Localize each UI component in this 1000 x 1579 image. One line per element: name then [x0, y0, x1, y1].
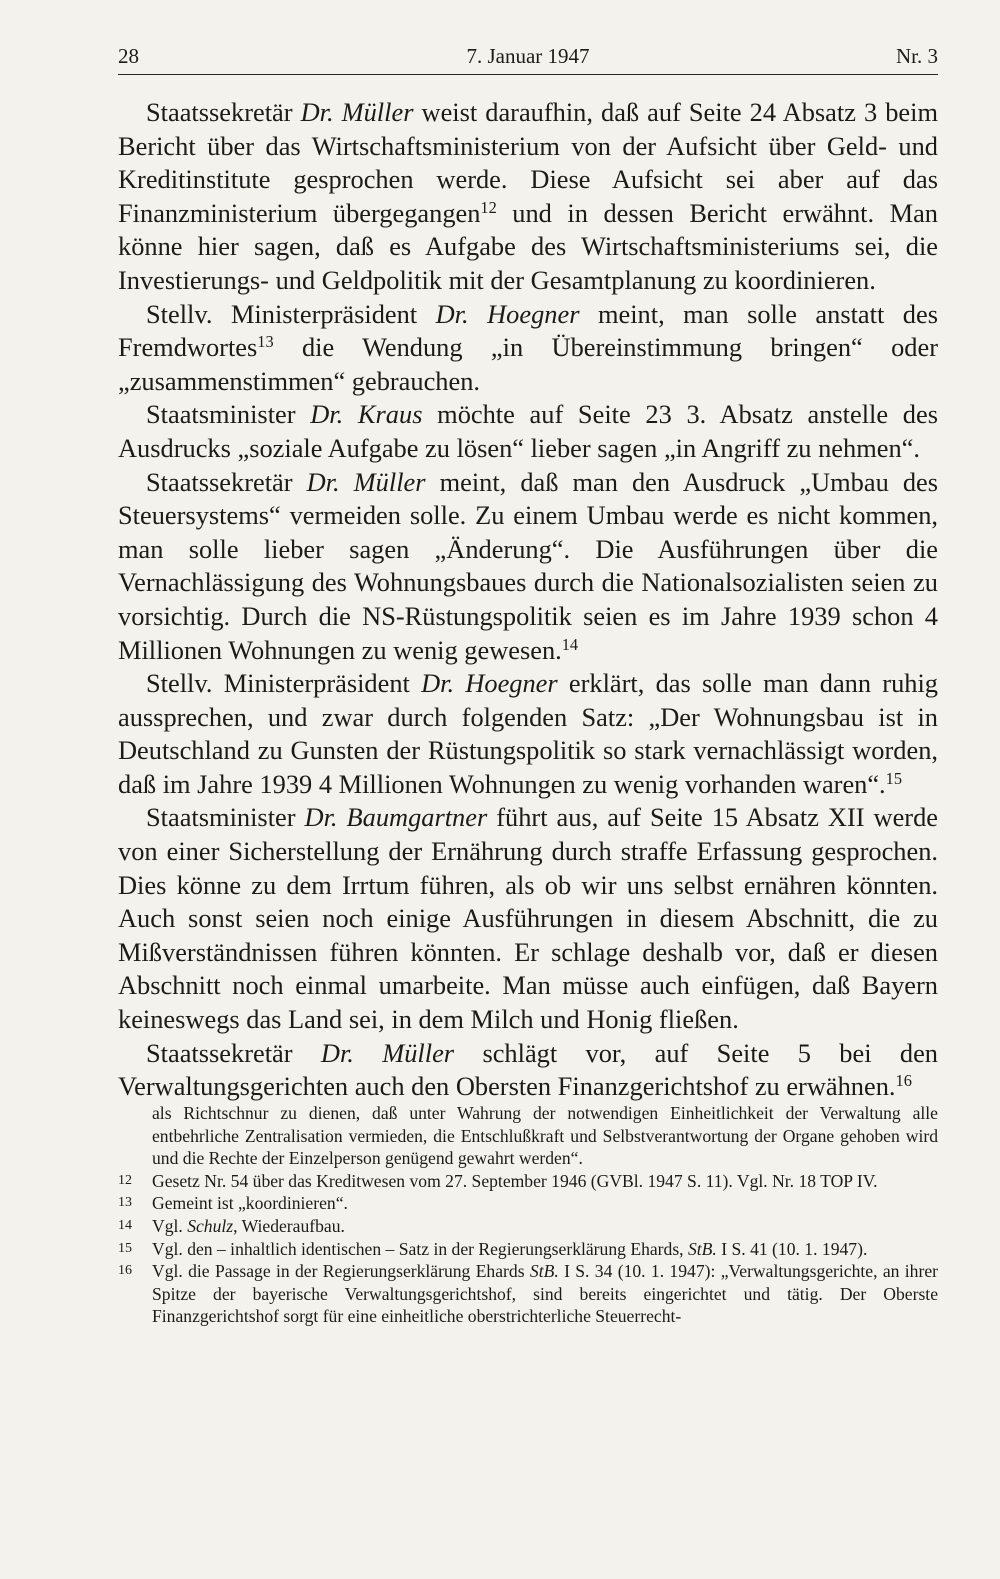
page-number: 28: [118, 44, 139, 68]
text-run: Stellv. Ministerpräsident: [146, 298, 436, 329]
text-run: meint, daß man den Ausdruck „Umbau des Steuersystems“ vermeiden solle. Zu einem Umbau werde es nicht kommen, man solle lieber sagen „Änderung“. Die Ausführungen über die Vernachlässigung des Wohnungsbaues durch die Nationalsozialisten seien zu vorsichtig. Durch die NS-Rüstungspolitik seien es im Jahre 1939 schon 4 Millionen Wohnungen zu wenig gewesen.: [118, 466, 938, 665]
footnote: [118, 1215, 938, 1238]
footnote-ref: 15: [885, 768, 903, 788]
footnote: [118, 1170, 938, 1193]
paragraph: [118, 667, 938, 801]
speaker-name: Dr. Baumgartner: [304, 802, 488, 833]
text-run: Gesetz Nr. 54 über das Kreditwesen vom 27. September 1946 (GVBl. 1947 S. 11). Vgl. Nr. 18 TOP IV.: [152, 1170, 878, 1191]
footnote-ref: 12: [480, 197, 497, 217]
text-run: Stellv. Ministerpräsident: [146, 668, 422, 699]
paragraph: [118, 466, 938, 668]
speaker-name: StB.: [529, 1261, 559, 1282]
footnote: [118, 1238, 938, 1261]
header-date: 7. Januar 1947: [466, 44, 590, 68]
footnote-number: 16: [118, 1263, 132, 1279]
footnotes: [118, 1102, 938, 1328]
speaker-name: Dr. Müller: [306, 466, 426, 497]
paragraph: [118, 298, 938, 399]
text-run: führt aus, auf Seite 15 Absatz XII werde von einer Sicherstellung der Ernährung durch straffe Erfassung gesprochen. Dies könne zu dem Irrtum führen, als ob wir uns selbst ernähren könnten. Auch sonst seien noch einige Ausführungen in diesem Abschnitt, die zu Mißverständnissen führen könnten. Er schlage deshalb vor, daß er diesen Abschnitt noch einmal umarbeite. Man müsse auch einfügen, daß Bayern keineswegs das Land sei, in dem Milch und Honig fließen.: [118, 802, 938, 1035]
speaker-name: Dr. Hoegner: [421, 668, 558, 699]
footnote-list: [118, 1170, 938, 1328]
text-run: Staatssekretär: [146, 97, 301, 127]
text-run: Staatssekretär: [146, 466, 307, 497]
text-run: Staatsminister: [146, 802, 305, 833]
text-run: erklärt, das solle man dann ruhig aussprechen, und zwar durch folgenden Satz: „Der Wohnungsbau ist in Deutschland zu Gunsten der Rüstungspolitik so stark vernachlässigt worden, daß im Jahre 1939 4 Millionen Wohnungen zu wenig vorhanden waren“.: [118, 668, 938, 799]
footnote: [118, 1192, 938, 1215]
speaker-name: Dr. Kraus: [310, 399, 423, 430]
issue-number: Nr. 3: [896, 44, 938, 68]
speaker-name: Schulz: [187, 1215, 234, 1236]
footnote-ref: 13: [257, 332, 274, 352]
speaker-name: Dr. Hoegner: [435, 298, 580, 329]
text-run: die Wendung „in Übereinstimmung bringen“ oder „zusammenstimmen“ gebrauchen.: [118, 332, 938, 396]
text-run: schlägt vor, auf Seite 5 bei den Verwaltungsgerichten auch den Obersten Finanzgerichtshof zu erwähnen.: [118, 1037, 938, 1102]
footnote-continuation: als Richtschnur zu dienen, daß unter Wahrung der notwendigen Einheitlichkeit der Verwaltung alle entbehrliche Zentralisation vermieden, die Entschlußkraft und Selbstverantwortung der Organe gehoben wird und die Rechte der Einzelperson genügend gewahrt werden“.: [152, 1103, 938, 1169]
text-run: möchte auf Seite 23 3. Absatz anstelle des Ausdrucks „soziale Aufgabe zu lösen“ lieber sagen „in Angriff zu nehmen“.: [118, 399, 938, 463]
text-run: weist daraufhin, daß auf Seite 24 Absatz 3 beim Bericht über das Wirtschaftsministerium von der Aufsicht über Geld- und Kreditinstitute gesprochen werde. Diese Aufsicht sei aber auf das Finanzministerium übergegangen: [118, 97, 938, 228]
speaker-name: Dr. Müller: [300, 97, 414, 127]
footnote-ref: 16: [895, 1071, 912, 1091]
text-run: Staatssekretär: [146, 1037, 321, 1068]
paragraph: [118, 96, 938, 298]
text-run: I S. 34 (10. 1. 1947): „Verwaltungsgerichte, an ihrer Spitze der bayerische Verwaltungsgerichtshof, sind bereits eingerichtet und tätig. Der Oberste Finanzgerichtshof sorgt für eine einheitliche oberstrichterliche Steuerrecht-: [152, 1261, 938, 1327]
speaker-name: StB.: [687, 1238, 717, 1259]
text-run: Vgl.: [152, 1215, 188, 1236]
text-run: I S. 41 (10. 1. 1947).: [716, 1238, 868, 1259]
text-run: meint, man solle anstatt des Fremdwortes: [118, 298, 938, 363]
paragraph: [118, 398, 938, 465]
footnote-number: 13: [118, 1195, 132, 1211]
text-run: , Wiederaufbau.: [233, 1215, 345, 1236]
main-text: [118, 96, 938, 1104]
text-run: und in dessen Bericht erwähnt. Man könne hier sagen, daß es Aufgabe des Wirtschaftsministeriums sei, die Investierungs- und Geldpolitik mit der Gesamtplanung zu koordinieren.: [118, 197, 938, 295]
speaker-name: Dr. Müller: [320, 1037, 455, 1068]
header-rule: [118, 74, 938, 75]
paragraph: [118, 801, 938, 1036]
footnote-number: 12: [118, 1172, 132, 1188]
footnote-number: 14: [118, 1217, 132, 1233]
paragraph: [118, 1037, 938, 1104]
footnote: [118, 1260, 938, 1328]
text-run: Vgl. den – inhaltlich identischen – Satz in der Regierungserklärung Ehards,: [152, 1238, 688, 1259]
text-run: Vgl. die Passage in der Regierungserklärung Ehards: [152, 1261, 530, 1282]
text-run: Gemeint ist „koordinieren“.: [152, 1193, 348, 1214]
text-run: Staatsminister: [146, 399, 311, 430]
footnote-number: 15: [118, 1240, 132, 1256]
footnote-ref: 14: [561, 634, 579, 654]
